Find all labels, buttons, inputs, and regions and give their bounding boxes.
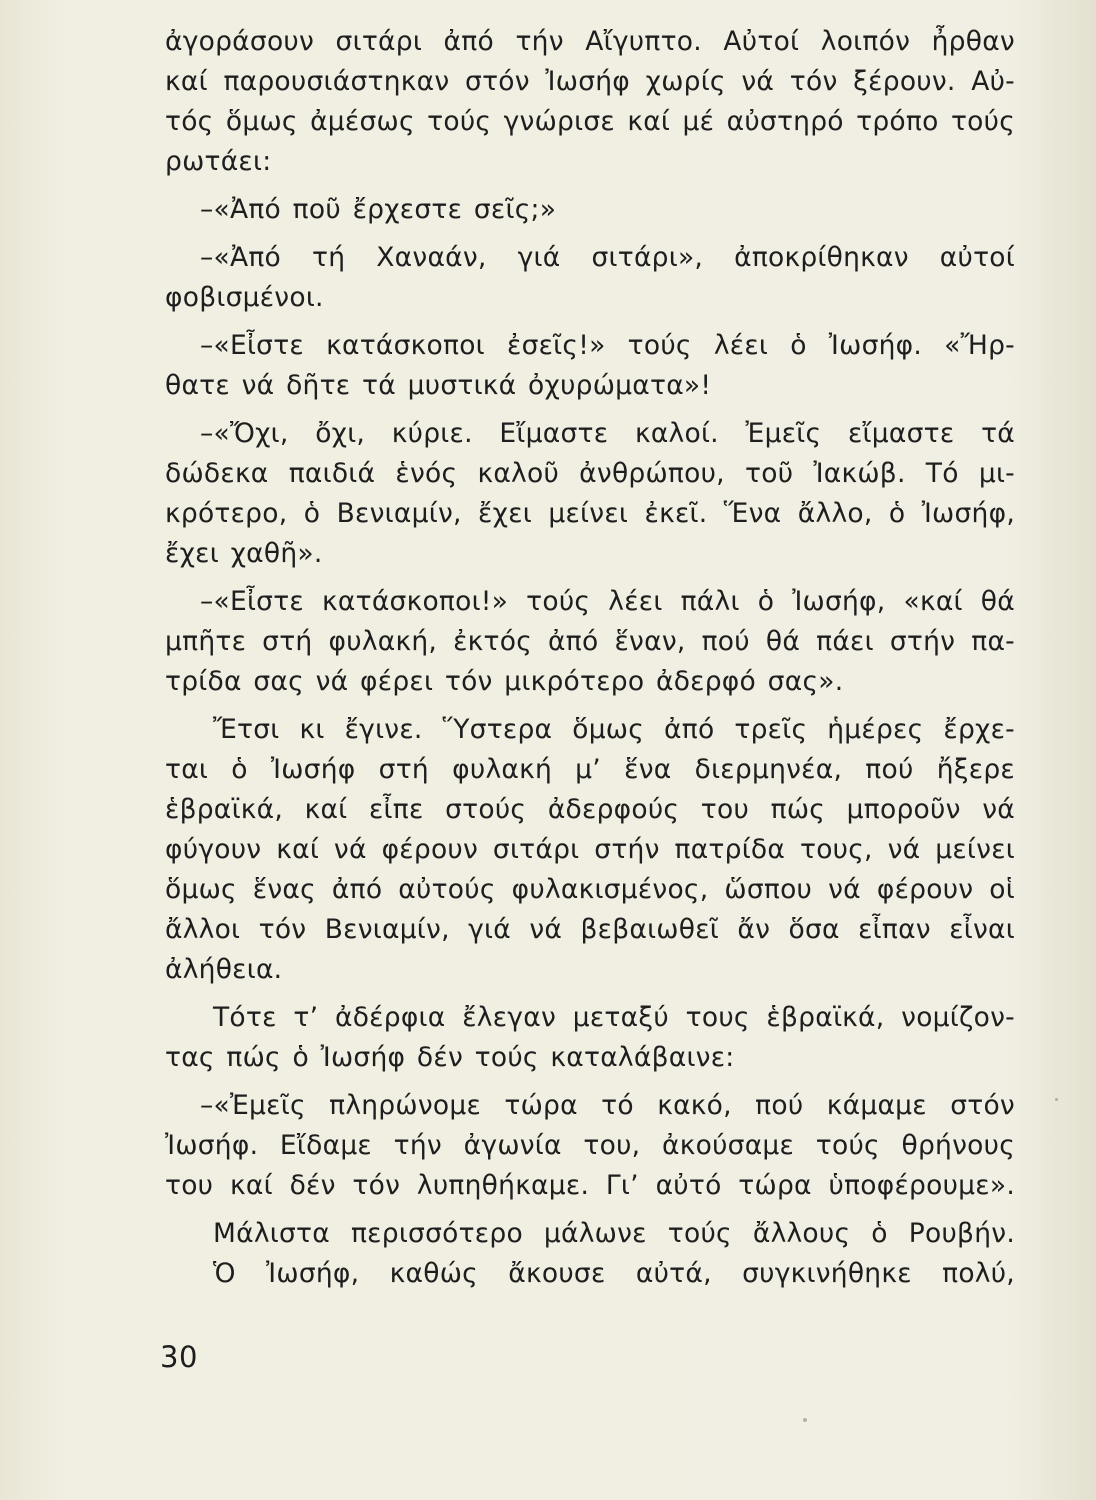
text-line: ται ὁ Ἰωσήφ στή φυλακή μ’ ἕνα διερμηνέα, πού ἤξερε (165, 754, 1015, 785)
paper-speck (1055, 1098, 1058, 1101)
page-number: 30 (160, 1340, 198, 1374)
text-line: καί παρουσιάστηκαν στόν Ἰωσήφ χωρίς νά τόν ξέρουν. Αὐ- (165, 66, 1015, 97)
text-line: ὅμως ἕνας ἀπό αὐτούς φυλακισμένος, ὥσπου νά φέρουν οἱ (165, 874, 1015, 905)
text-line: –«Ἀπό τή Χαναάν, γιά σιτάρι», ἀποκρίθηκαν αὐτοί (200, 242, 1015, 273)
text-line: –«Ἀπό ποῦ ἔρχεστε σεῖς;» (200, 194, 557, 225)
text-line: τός ὅμως ἀμέσως τούς γνώρισε καί μέ αὐστηρό τρόπο τούς (165, 106, 1015, 137)
text-line: Μάλιστα περισσότερο μάλωνε τούς ἄλλους ὁ Ρουβήν. (213, 1218, 1015, 1249)
text-line: ἄλλοι τόν Βενιαμίν, γιά νά βεβαιωθεῖ ἄν ὅσα εἶπαν εἶναι (165, 914, 1015, 945)
body-text (165, 22, 1015, 1294)
text-line: –«Ἐμεῖς πληρώνομε τώρα τό κακό, πού κάμαμε στόν (200, 1090, 1015, 1121)
text-line: κρότερο, ὁ Βενιαμίν, ἔχει μείνει ἐκεῖ. Ἕνα ἄλλο, ὁ Ἰωσήφ, (165, 498, 1015, 529)
text-line: θατε νά δῆτε τά μυστικά ὀχυρώματα»! (165, 370, 712, 401)
text-line: –«Ὄχι, ὄχι, κύριε. Εἴμαστε καλοί. Ἐμεῖς εἴμαστε τά (200, 418, 1015, 449)
text-line: ἔχει χαθῆ». (165, 538, 323, 569)
text-line: ρωτάει: (165, 146, 272, 177)
text-line: του καί δέν τόν λυπηθήκαμε. Γι’ αὐτό τώρα ὑποφέρουμε». (165, 1170, 1015, 1201)
paper-speck (803, 1418, 807, 1422)
text-line: δώδεκα παιδιά ἑνός καλοῦ ἀνθρώπου, τοῦ Ἰακώβ. Τό μι- (165, 458, 1015, 489)
text-line: ἀγοράσουν σιτάρι ἀπό τήν Αἴγυπτο. Αὐτοί λοιπόν ἦρθαν (165, 26, 1015, 57)
text-line: ἑβραϊκά, καί εἶπε στούς ἀδερφούς του πώς μποροῦν νά (165, 794, 1015, 825)
text-line: ἀλήθεια. (165, 954, 283, 985)
text-line: –«Εἶστε κατάσκοποι!» τούς λέει πάλι ὁ Ἰωσήφ, «καί θά (200, 586, 1015, 617)
text-line: τρίδα σας νά φέρει τόν μικρότερο ἀδερφό σας». (165, 666, 844, 697)
text-line: τας πώς ὁ Ἰωσήφ δέν τούς καταλάβαινε: (165, 1042, 735, 1073)
text-line: Ὁ Ἰωσήφ, καθώς ἄκουσε αὐτά, συγκινήθηκε πολύ, (213, 1258, 1015, 1289)
text-line: Ἰωσήφ. Εἴδαμε τήν ἀγωνία του, ἀκούσαμε τούς θρήνους (165, 1130, 1015, 1161)
text-line: φύγουν καί νά φέρουν σιτάρι στήν πατρίδα τους, νά μείνει (165, 834, 1015, 865)
text-line: Τότε τ’ ἀδέρφια ἔλεγαν μεταξύ τους ἑβραϊκά, νομίζον- (213, 1002, 1015, 1033)
text-line: φοβισμένοι. (165, 282, 324, 313)
text-line: Ἔτσι κι ἔγινε. Ὕστερα ὅμως ἀπό τρεῖς ἡμέρες ἔρχε- (213, 714, 1015, 745)
text-line: –«Εἶστε κατάσκοποι ἐσεῖς!» τούς λέει ὁ Ἰωσήφ. «Ἤρ- (200, 330, 1015, 361)
text-line: μπῆτε στή φυλακή, ἐκτός ἀπό ἕναν, πού θά πάει στήν πα- (165, 626, 1015, 657)
